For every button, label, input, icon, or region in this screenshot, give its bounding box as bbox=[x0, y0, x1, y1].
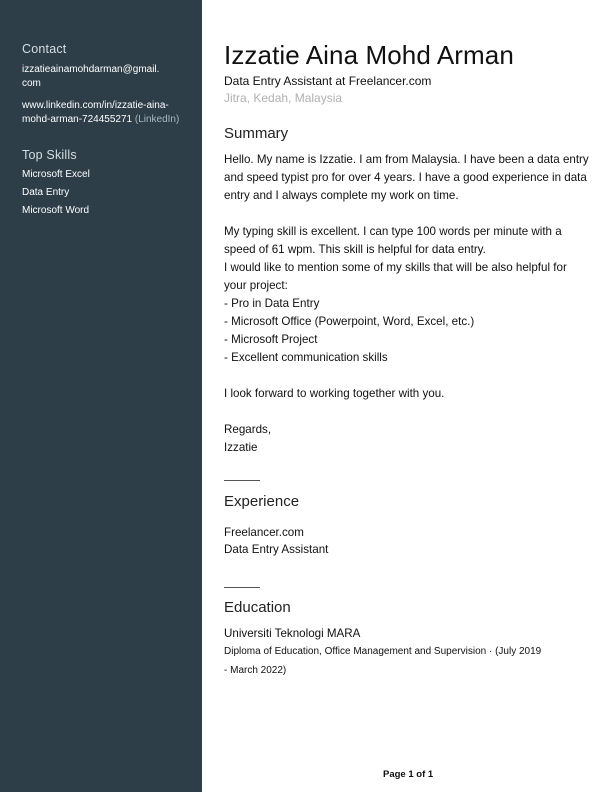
summary-title: Summary bbox=[224, 125, 289, 142]
experience-role: Data Entry Assistant bbox=[224, 543, 329, 556]
linkedin-link[interactable] bbox=[22, 99, 179, 127]
contact-heading: Contact bbox=[22, 42, 67, 56]
sidebar bbox=[0, 0, 202, 792]
email-line-2: com bbox=[22, 78, 41, 89]
education-title: Education bbox=[224, 599, 291, 616]
education-school: Universiti Teknologi MARA bbox=[224, 627, 361, 640]
email-line-1: izzatieainamohdarman@gmail. bbox=[22, 64, 160, 75]
profile-location: Jitra, Kedah, Malaysia bbox=[224, 91, 343, 105]
summary-paragraph-3: I look forward to working together with you. bbox=[224, 387, 445, 400]
linkedin-line-2-wrap bbox=[22, 113, 179, 127]
linkedin-line-2: mohd-arman-724455271 bbox=[22, 114, 133, 125]
skill-item: Microsoft Word bbox=[22, 205, 90, 216]
regards-text: Regards, bbox=[224, 423, 272, 436]
summary-line: - Microsoft Office (Powerpoint, Word, Excel, etc.) bbox=[224, 315, 475, 328]
education-detail: Diploma of Education, Office Management and Supervision · (July 2019 - March 2022) bbox=[224, 646, 542, 676]
skill-item: Data Entry bbox=[22, 187, 70, 198]
summary-line: - Excellent communication skills bbox=[224, 351, 388, 364]
page-number: Page 1 of 1 bbox=[383, 769, 434, 780]
profile-name: Izzatie Aina Mohd Arman bbox=[224, 40, 514, 70]
summary-paragraph-2 bbox=[224, 223, 592, 367]
summary-line: I would like to mention some of my skills that will be also helpful for your project: bbox=[224, 261, 567, 292]
linkedin-line-1: www.linkedin.com/in/izzatie-aina- bbox=[22, 100, 169, 111]
section-divider bbox=[224, 587, 260, 588]
skill-item: Microsoft Excel bbox=[22, 169, 90, 180]
summary-signoff bbox=[224, 421, 592, 457]
top-skills-heading: Top Skills bbox=[22, 148, 77, 162]
summary-line: - Pro in Data Entry bbox=[224, 297, 320, 310]
linkedin-tag: (LinkedIn) bbox=[134, 114, 180, 125]
email-link[interactable] bbox=[22, 63, 159, 91]
experience-title: Experience bbox=[224, 493, 300, 510]
summary-line: My typing skill is excellent. I can type 100 words per minute with a speed of 61 wpm. This skill is helpful for data entry. bbox=[224, 225, 562, 256]
experience-company: Freelancer.com bbox=[224, 526, 304, 539]
section-divider bbox=[224, 480, 260, 481]
signoff-name: Izzatie bbox=[224, 441, 258, 454]
summary-paragraph-1: Hello. My name is Izzatie. I am from Malaysia. I have been a data entry and speed typist pro for over 4 years. I have a good experience in data entry and I always complete my work on time. bbox=[224, 153, 589, 202]
profile-headline: Data Entry Assistant at Freelancer.com bbox=[224, 74, 432, 88]
summary-line: - Microsoft Project bbox=[224, 333, 318, 346]
